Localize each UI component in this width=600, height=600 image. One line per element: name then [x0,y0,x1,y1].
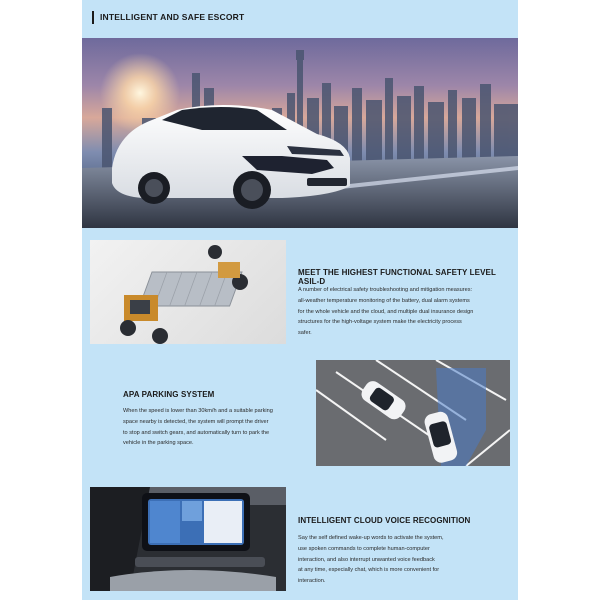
feature-body-line: interaction. [298,578,326,585]
feature-body-line: When the speed is lower than 30km/h and a suitable parking [123,408,273,414]
feature-body-line: Say the self defined wake-up words to activate the system, [298,535,444,541]
hero-car-image [82,38,518,228]
feature-body-line: interaction, and also interrupt unwanted voice feedback [298,556,435,563]
dashboard-illustration [90,487,286,591]
feature-title-parking: APA PARKING SYSTEM [123,390,215,399]
feature-body-line: for the whole vehicle and the cloud, and multiple dual insurance design [298,308,474,315]
parking-lot-image [316,360,510,466]
feature-body-safety [298,285,508,339]
feature-body-line: A number of electrical safety troubleshooting and mitigation measures: [298,287,473,293]
parking-lot-illustration [316,360,510,466]
feature-body-line: vehicle in the parking space. [123,440,194,447]
feature-body-line: space nearby is detected, the system will prompt the driver [123,418,269,425]
feature-body-line: use spoken commands to complete human-computer [298,545,430,552]
content-panel [82,0,518,600]
feature-body-line: to stop and switch gears, and automatically turn to park the [123,429,270,436]
section-title: INTELLIGENT AND SAFE ESCORT [100,12,245,22]
battery-chassis-illustration [90,240,286,344]
battery-chassis-image [90,240,286,344]
section-header [92,10,244,24]
feature-body-voice [298,533,510,587]
feature-body-line: all-weather temperature monitoring of the battery, dual alarm systems [298,297,470,304]
section-accent-bar [92,11,94,24]
dashboard-screen-image [90,487,286,591]
feature-body-line: safer. [298,330,312,337]
feature-title-voice: INTELLIGENT CLOUD VOICE RECOGNITION [298,516,471,525]
feature-body-line: at any time, especially chat, which is more convenient for [298,567,440,574]
feature-body-parking [123,406,309,449]
feature-title-safety: MEET THE HIGHEST FUNCTIONAL SAFETY LEVEL ASIL-D [298,268,496,286]
hero-car-illustration [82,38,518,228]
feature-body-line: structures for the high-voltage system make the electricity process [298,319,462,326]
